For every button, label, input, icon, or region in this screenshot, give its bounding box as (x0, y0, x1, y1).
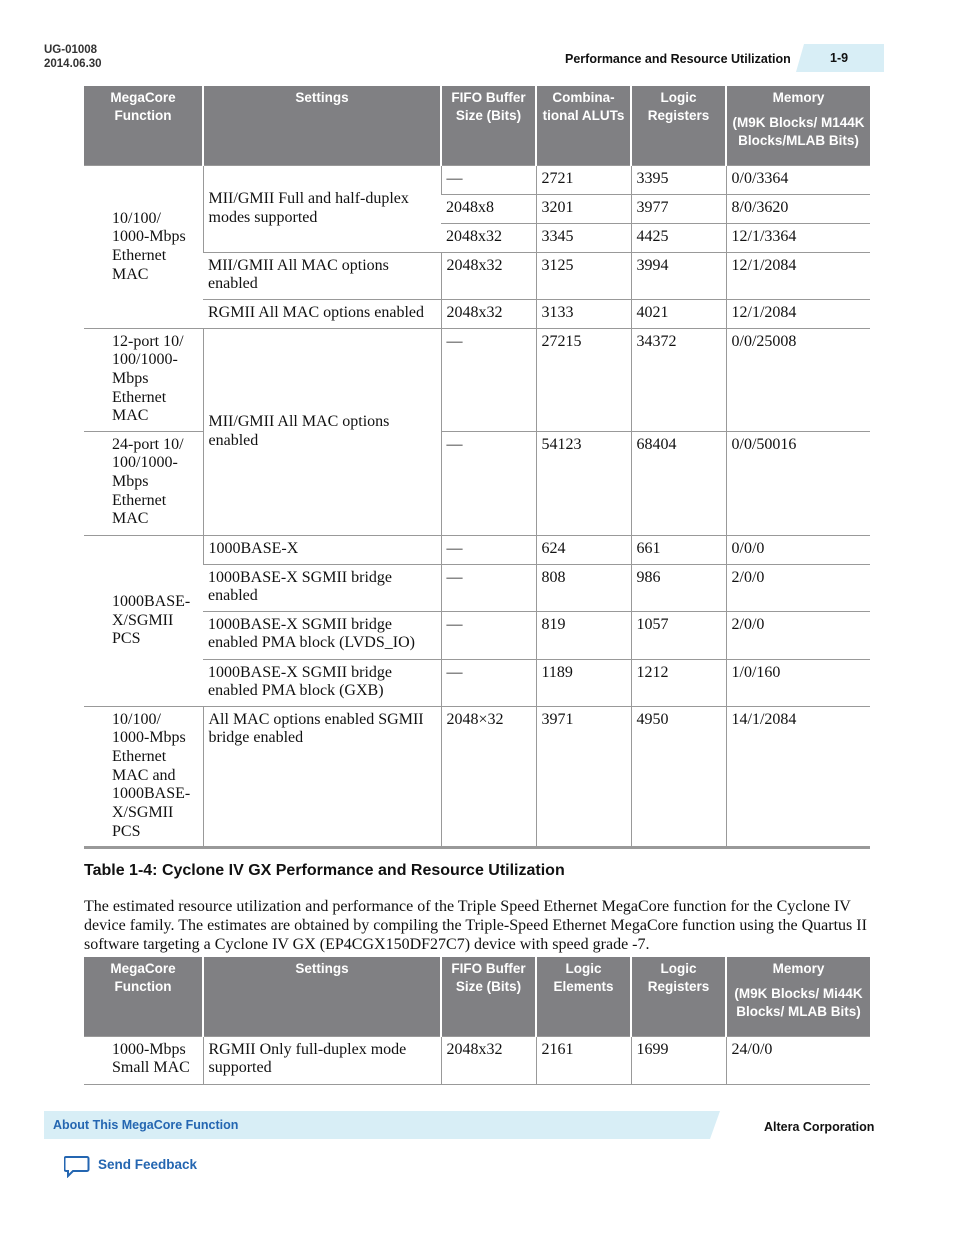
function-cell: 24-port 10/ 100/1000- Mbps Ethernet MAC (84, 431, 203, 535)
table-row (84, 328, 870, 431)
memory-cell: 2/0/0 (726, 611, 870, 659)
table-caption: Table 1-4: Cyclone IV GX Performance and Resource Utilization (84, 862, 565, 879)
fifo-cell: — (441, 564, 536, 611)
settings-cell: MII/GMII All MAC options enabled (203, 252, 441, 299)
fifo-cell: — (441, 611, 536, 659)
fifo-cell: — (441, 328, 536, 431)
aluts-cell: 54123 (536, 431, 631, 535)
cyclone-iv-gx-table (84, 957, 870, 1085)
memory-cell: 0/0/0 (726, 535, 870, 564)
registers-cell: 3977 (631, 194, 726, 223)
memory-cell: 1/0/160 (726, 659, 870, 706)
function-cell: 10/100/ 1000-Mbps Ethernet MAC (84, 165, 203, 328)
table-header-row (84, 957, 870, 1036)
fifo-cell: — (441, 431, 536, 535)
registers-cell: 34372 (631, 328, 726, 431)
header-memory (726, 86, 870, 165)
header-settings: Settings (203, 86, 441, 165)
registers-cell: 986 (631, 564, 726, 611)
feedback-icon[interactable] (64, 1154, 90, 1178)
doc-number: UG-01008 (44, 44, 98, 56)
aluts-cell: 1189 (536, 659, 631, 706)
send-feedback-link[interactable]: Send Feedback (98, 1157, 198, 1172)
settings-cell: 1000BASE-X SGMII bridge enabled PMA block (LVDS_IO) (203, 611, 441, 659)
memory-cell: 2/0/0 (726, 564, 870, 611)
header-memory-title: Memory (772, 90, 825, 105)
memory-cell: 12/1/3364 (726, 223, 870, 252)
header-logic-registers: Logic Registers (631, 86, 726, 165)
fifo-cell: 2048x32 (441, 299, 536, 328)
fifo-cell: 2048x32 (441, 223, 536, 252)
header-logic-registers: Logic Registers (631, 957, 726, 1036)
header-settings: Settings (203, 957, 441, 1036)
table-row (84, 535, 870, 564)
settings-cell: RGMII Only full-duplex mode supported (203, 1036, 441, 1084)
memory-cell: 0/0/3364 (726, 165, 870, 194)
memory-cell: 12/1/2084 (726, 299, 870, 328)
memory-cell: 8/0/3620 (726, 194, 870, 223)
registers-cell: 4021 (631, 299, 726, 328)
header-memory-subtitle: (M9K Blocks/ M144K Blocks/MLAB Bits) (732, 115, 865, 148)
page-number: 1-9 (830, 51, 849, 65)
header-fifo-buffer: FIFO Buffer Size (Bits) (441, 86, 536, 165)
header-logic-elements: Logic Elements (536, 957, 631, 1036)
memory-cell: 12/1/2084 (726, 252, 870, 299)
header-megacore-function: MegaCore Function (84, 957, 203, 1036)
section-title: Performance and Resource Utilization (565, 52, 791, 66)
table-row (84, 706, 870, 847)
registers-cell: 1057 (631, 611, 726, 659)
function-cell: 10/100/ 1000-Mbps Ethernet MAC and 1000BASE- X/SGMII PCS (84, 706, 203, 847)
company-name: Altera Corporation (764, 1120, 875, 1134)
header-memory (726, 957, 870, 1036)
settings-cell: All MAC options enabled SGMII bridge enabled (203, 706, 441, 847)
aluts-cell: 624 (536, 535, 631, 564)
aluts-cell: 808 (536, 564, 631, 611)
resource-utilization-table (84, 86, 870, 849)
settings-cell: MII/GMII Full and half-duplex modes supported (203, 165, 441, 252)
header-memory-title: Memory (772, 961, 825, 976)
doc-date: 2014.06.30 (44, 58, 102, 70)
fifo-cell: — (441, 165, 536, 194)
table-header-row (84, 86, 870, 165)
aluts-cell: 3201 (536, 194, 631, 223)
function-cell: 12-port 10/ 100/1000- Mbps Ethernet MAC (84, 328, 203, 431)
logic-elements-cell: 2161 (536, 1036, 631, 1084)
settings-cell: 1000BASE-X SGMII bridge enabled (203, 564, 441, 611)
aluts-cell: 3345 (536, 223, 631, 252)
aluts-cell: 819 (536, 611, 631, 659)
header-megacore-function: MegaCore Function (84, 86, 203, 165)
fifo-cell: 2048x8 (441, 194, 536, 223)
fifo-cell: 2048x32 (441, 1036, 536, 1084)
aluts-cell: 27215 (536, 328, 631, 431)
fifo-cell: — (441, 535, 536, 564)
header-memory-subtitle: (M9K Blocks/ Mi44K Blocks/ MLAB Bits) (734, 986, 863, 1019)
aluts-cell: 3133 (536, 299, 631, 328)
table-row (84, 165, 870, 194)
registers-cell: 3994 (631, 252, 726, 299)
header-combinational-aluts: Combina-tional ALUTs (536, 86, 631, 165)
registers-cell: 4425 (631, 223, 726, 252)
function-cell: 1000-Mbps Small MAC (84, 1036, 203, 1084)
aluts-cell: 3971 (536, 706, 631, 847)
function-cell: 1000BASE- X/SGMII PCS (84, 535, 203, 706)
registers-cell: 68404 (631, 431, 726, 535)
registers-cell: 3395 (631, 165, 726, 194)
aluts-cell: 2721 (536, 165, 631, 194)
table-row (84, 1036, 870, 1084)
registers-cell: 1212 (631, 659, 726, 706)
memory-cell: 0/0/25008 (726, 328, 870, 431)
aluts-cell: 3125 (536, 252, 631, 299)
fifo-cell: 2048x32 (441, 252, 536, 299)
document-id (44, 43, 102, 71)
settings-cell: MII/GMII All MAC options enabled (203, 328, 441, 535)
fifo-cell: — (441, 659, 536, 706)
fifo-cell: 2048×32 (441, 706, 536, 847)
settings-cell: 1000BASE-X (203, 535, 441, 564)
memory-cell: 14/1/2084 (726, 706, 870, 847)
registers-cell: 661 (631, 535, 726, 564)
header-fifo-buffer: FIFO Buffer Size (Bits) (441, 957, 536, 1036)
table-row (84, 431, 870, 535)
memory-cell: 24/0/0 (726, 1036, 870, 1084)
table-description: The estimated resource utilization and performance of the Triple Speed Ethernet MegaCore function for the Cyclone IV device family. The estimates are obtained by compiling the Triple-Speed Ethernet MegaCore function using the Quartus II software targeting a Cyclone IV GX (EP4CGX150DF27C7) device with speed grade -7. (84, 898, 867, 953)
settings-cell: RGMII All MAC options enabled (203, 299, 441, 328)
settings-cell: 1000BASE-X SGMII bridge enabled PMA block (GXB) (203, 659, 441, 706)
about-megacore-link[interactable]: About This MegaCore Function (53, 1118, 239, 1132)
memory-cell: 0/0/50016 (726, 431, 870, 535)
registers-cell: 4950 (631, 706, 726, 847)
registers-cell: 1699 (631, 1036, 726, 1084)
